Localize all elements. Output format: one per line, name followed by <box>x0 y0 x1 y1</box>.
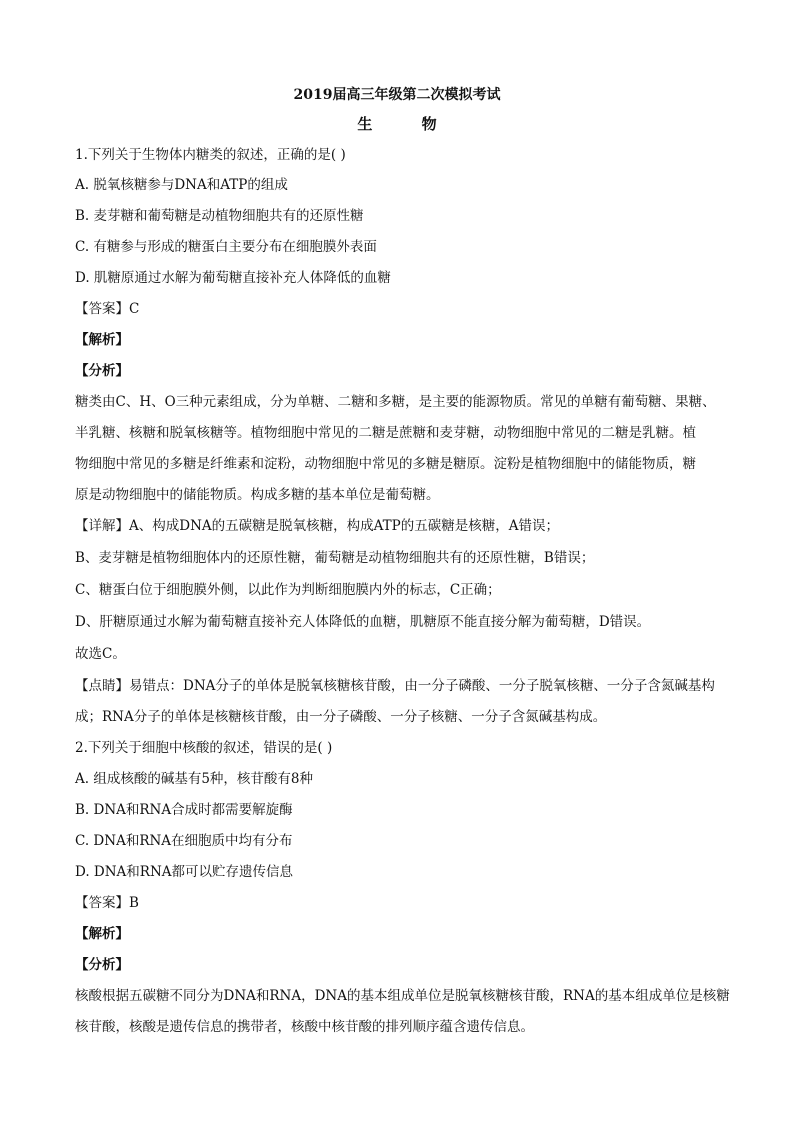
question-1-detail-d: D、肝糖原通过水解为葡萄糖直接补充人体降低的血糖，肌糖原不能直接分解为葡萄糖，D错误。 <box>75 614 651 630</box>
question-1-detail-a: 【详解】A、构成DNA的五碳糖是脱氧核糖，构成ATP的五碳糖是核糖，A错误； <box>75 518 559 534</box>
question-1-option-c: C. 有糖参与形成的糖蛋白主要分布在细胞膜外表面 <box>75 239 377 255</box>
question-1-fenxi-line: 原是动物细胞中的储能物质。构成多糖的基本单位是葡萄糖。 <box>75 487 440 503</box>
question-1-option-d: D. 肌糖原通过水解为葡萄糖直接补充人体降低的血糖 <box>75 270 391 286</box>
question-2-option-d: D. DNA和RNA都可以贮存遗传信息 <box>75 864 294 880</box>
question-2-fenxi-line: 核苷酸，核酸是遗传信息的携带者，核酸中核苷酸的排列顺序蕴含遗传信息。 <box>75 1019 534 1035</box>
question-2-analysis-label: 【解析】 <box>75 926 129 942</box>
question-2-fenxi-line: 核酸根据五碳糖不同分为DNA和RNA，DNA的基本组成单位是脱氧核糖核苷酸，RNA的基本组成单位是核糖 <box>75 988 730 1004</box>
question-2-answer: 【答案】B <box>75 895 139 911</box>
question-2-stem: 2.下列关于细胞中核酸的叙述，错误的是( ) <box>75 740 333 756</box>
question-1-stem: 1.下列关于生物体内糖类的叙述，正确的是( ) <box>75 147 346 163</box>
question-1-detail-b: B、麦芽糖是植物细胞体内的还原性糖，葡萄糖是动植物细胞共有的还原性糖，B错误； <box>75 550 595 566</box>
question-1-option-a: A. 脱氧核糖参与DNA和ATP的组成 <box>75 177 288 193</box>
question-1-conclusion: 故选C。 <box>75 646 126 662</box>
question-1-fenxi-label: 【分析】 <box>75 363 129 379</box>
question-1-answer: 【答案】C <box>75 301 140 317</box>
question-1-fenxi-line: 半乳糖、核糖和脱氧核糖等。植物细胞中常见的二糖是蔗糖和麦芽糖，动物细胞中常见的二糖是乳糖。植 <box>75 425 696 441</box>
question-1-option-b: B. 麦芽糖和葡萄糖是动植物细胞共有的还原性糖 <box>75 208 364 224</box>
question-1-fenxi-line: 物细胞中常见的多糖是纤维素和淀粉，动物细胞中常见的多糖是糖原。淀粉是植物细胞中的储能物质，糖 <box>75 456 696 472</box>
question-2-option-b: B. DNA和RNA合成时都需要解旋酶 <box>75 802 293 818</box>
question-2-option-a: A. 组成核酸的碱基有5种，核苷酸有8种 <box>75 771 314 787</box>
question-1-tip-line: 成；RNA分子的单体是核糖核苷酸，由一分子磷酸、一分子核糖、一分子含氮碱基构成。 <box>75 709 607 725</box>
question-2-option-c: C. DNA和RNA在细胞质中均有分布 <box>75 833 293 849</box>
question-1-analysis-label: 【解析】 <box>75 332 129 348</box>
page-title: 2019届高三年级第二次模拟考试 <box>293 87 501 103</box>
subject-title: 生 物 <box>357 115 459 133</box>
question-1-tip-line: 【点睛】易错点：DNA分子的单体是脱氧核糖核苷酸，由一分子磷酸、一分子脱氧核糖、一分子含氮碱基构 <box>75 678 715 694</box>
question-1-detail-c: C、糖蛋白位于细胞膜外侧，以此作为判断细胞膜内外的标志，C正确； <box>75 582 501 598</box>
question-1-fenxi-line: 糖类由C、H、O三种元素组成，分为单糖、二糖和多糖，是主要的能源物质。常见的单糖有葡萄糖、果糖、 <box>75 394 716 410</box>
question-2-fenxi-label: 【分析】 <box>75 957 129 973</box>
